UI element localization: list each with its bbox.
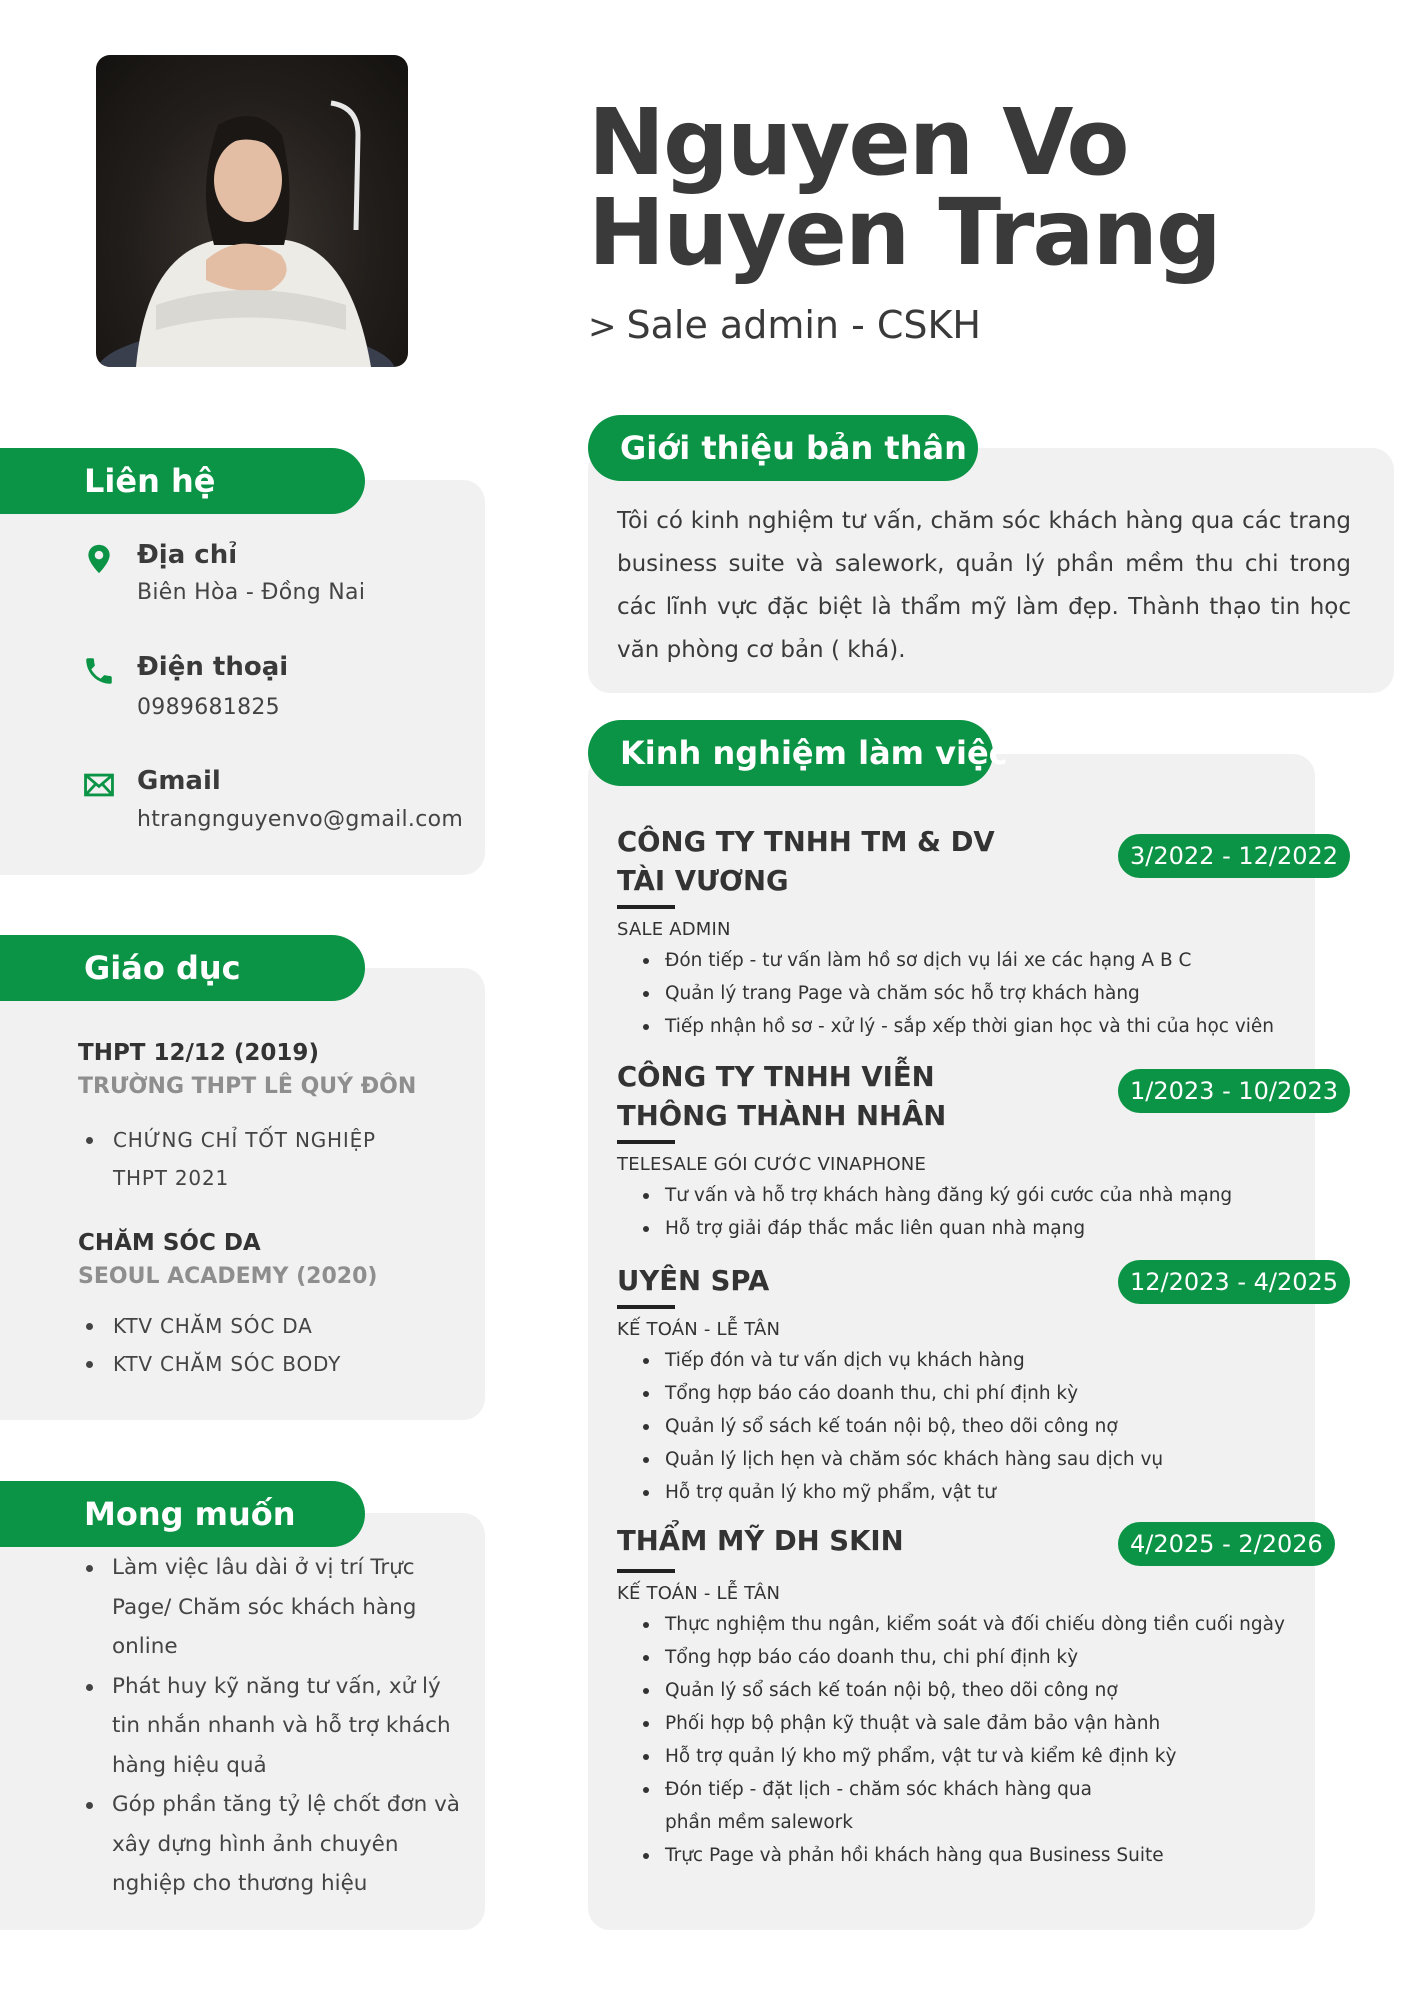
list-item: Đón tiếp - tư vấn làm hồ sơ dịch vụ lái xe các hạng A B C <box>617 944 1297 977</box>
education-item <box>78 1040 478 1197</box>
education-title: THPT 12/12 (2019) <box>78 1040 319 1066</box>
full-name <box>588 89 1388 286</box>
contact-email-value: htrangnguyenvo@gmail.com <box>137 807 464 832</box>
job-bullets <box>617 944 1297 1043</box>
job-date-badge: 12/2023 - 4/2025 <box>1118 1260 1350 1304</box>
contact-heading: Liên hệ <box>0 448 365 514</box>
phone-icon <box>82 654 116 688</box>
list-item: KTV CHĂM SÓC BODY <box>78 1345 478 1383</box>
contact-address-value: Biên Hòa - Đồng Nai <box>137 580 366 605</box>
job-role: KẾ TOÁN - LỄ TÂN <box>617 1319 781 1340</box>
education-title: CHĂM SÓC DA <box>78 1230 261 1256</box>
job-bullets <box>617 1344 1297 1509</box>
job-bullets <box>617 1608 1297 1872</box>
job-date-badge: 1/2023 - 10/2023 <box>1118 1069 1350 1113</box>
job-title <box>588 303 981 347</box>
contact-email-title: Gmail <box>137 766 221 796</box>
list-item: Quản lý sổ sách kế toán nội bộ, theo dõi công nợ <box>617 1410 1297 1443</box>
list-item: Góp phần tăng tỷ lệ chốt đơn và xây dựng hình ảnh chuyên nghiệp cho thương hiệu <box>80 1785 460 1904</box>
list-item: Tư vấn và hỗ trợ khách hàng đăng ký gói cước của nhà mạng <box>617 1179 1297 1212</box>
contact-address-title: Địa chỉ <box>137 540 238 570</box>
name-line-1: Nguyen Vo <box>588 89 1128 196</box>
wishes-heading: Mong muốn <box>0 1481 365 1547</box>
list-item: Tiếp đón và tư vấn dịch vụ khách hàng <box>617 1344 1297 1377</box>
education-bullets <box>78 1307 478 1383</box>
job-company: CÔNG TY TNHH TM & DV TÀI VƯƠNG <box>617 826 995 897</box>
education-school: TRƯỜNG THPT LÊ QUÝ ĐÔN <box>78 1074 417 1099</box>
list-item: Đón tiếp - đặt lịch - chăm sóc khách hàng qua phần mềm salework <box>617 1773 1137 1839</box>
intro-text: Tôi có kinh nghiệm tư vấn, chăm sóc khách hàng qua các trang business suite và salework, quản lý phần mềm thu chi trong các lĩnh vực đặc biệt là thẩm mỹ làm đẹp. Thành thạo tin học văn phòng cơ bản ( khá). <box>617 508 1351 663</box>
job-company: UYÊN SPA <box>617 1265 770 1297</box>
job-date-badge: 4/2025 - 2/2026 <box>1118 1522 1335 1566</box>
profile-photo <box>96 55 408 367</box>
list-item: KTV CHĂM SÓC DA <box>78 1307 478 1345</box>
job-company: THẨM MỸ DH SKIN <box>617 1525 904 1557</box>
list-item: CHỨNG CHỈ TỐT NGHIỆP THPT 2021 <box>78 1121 378 1197</box>
list-item: Hỗ trợ giải đáp thắc mắc liên quan nhà mạng <box>617 1212 1297 1245</box>
education-bullets <box>78 1121 378 1197</box>
contact-phone-value: 0989681825 <box>137 695 280 720</box>
list-item: Tiếp nhận hồ sơ - xử lý - sắp xếp thời gian học và thi của học viên <box>617 1010 1297 1043</box>
divider <box>617 1140 675 1144</box>
list-item: Thực nghiệm thu ngân, kiểm soát và đối chiếu dòng tiền cuối ngày <box>617 1608 1297 1641</box>
job-bullets <box>617 1179 1297 1245</box>
job-role: KẾ TOÁN - LỄ TÂN <box>617 1583 781 1604</box>
mail-icon <box>82 768 116 802</box>
list-item: Quản lý sổ sách kế toán nội bộ, theo dõi công nợ <box>617 1674 1297 1707</box>
job-role: TELESALE GÓI CƯỚC VINAPHONE <box>617 1154 927 1175</box>
contact-phone-title: Điện thoại <box>137 652 289 682</box>
list-item: Trực Page và phản hồi khách hàng qua Business Suite <box>617 1839 1297 1872</box>
job-role: SALE ADMIN <box>617 919 731 940</box>
job-company: CÔNG TY TNHH VIỄN THÔNG THÀNH NHÂN <box>617 1061 947 1132</box>
divider <box>617 905 675 909</box>
chevron-right-icon: > <box>588 307 617 347</box>
list-item: Quản lý lịch hẹn và chăm sóc khách hàng sau dịch vụ <box>617 1443 1297 1476</box>
divider <box>617 1569 675 1573</box>
list-item: Phát huy kỹ năng tư vấn, xử lý tin nhắn nhanh và hỗ trợ khách hàng hiệu quả <box>80 1667 460 1786</box>
intro-heading: Giới thiệu bản thân <box>588 415 978 481</box>
name-line-2: Huyen Trang <box>588 179 1220 286</box>
job-date-badge: 3/2022 - 12/2022 <box>1118 834 1350 878</box>
list-item: Hỗ trợ quản lý kho mỹ phẩm, vật tư <box>617 1476 1297 1509</box>
divider <box>617 1305 675 1309</box>
education-heading: Giáo dục <box>0 935 365 1001</box>
job-title-text: Sale admin - CSKH <box>626 303 982 347</box>
map-pin-icon <box>82 542 116 576</box>
wishes-list <box>80 1548 460 1904</box>
education-item <box>78 1230 478 1383</box>
job-item <box>617 1522 1297 1872</box>
list-item: Tổng hợp báo cáo doanh thu, chi phí định kỳ <box>617 1377 1297 1410</box>
list-item: Làm việc lâu dài ở vị trí Trực Page/ Chăm sóc khách hàng online <box>80 1548 460 1667</box>
list-item: Phối hợp bộ phận kỹ thuật và sale đảm bảo vận hành <box>617 1707 1297 1740</box>
list-item: Quản lý trang Page và chăm sóc hỗ trợ khách hàng <box>617 977 1297 1010</box>
education-school: SEOUL ACADEMY (2020) <box>78 1264 378 1289</box>
experience-heading: Kinh nghiệm làm việc <box>588 720 993 786</box>
list-item: Tổng hợp báo cáo doanh thu, chi phí định kỳ <box>617 1641 1297 1674</box>
list-item: Hỗ trợ quản lý kho mỹ phẩm, vật tư và kiểm kê định kỳ <box>617 1740 1297 1773</box>
portrait-illustration <box>96 55 408 367</box>
